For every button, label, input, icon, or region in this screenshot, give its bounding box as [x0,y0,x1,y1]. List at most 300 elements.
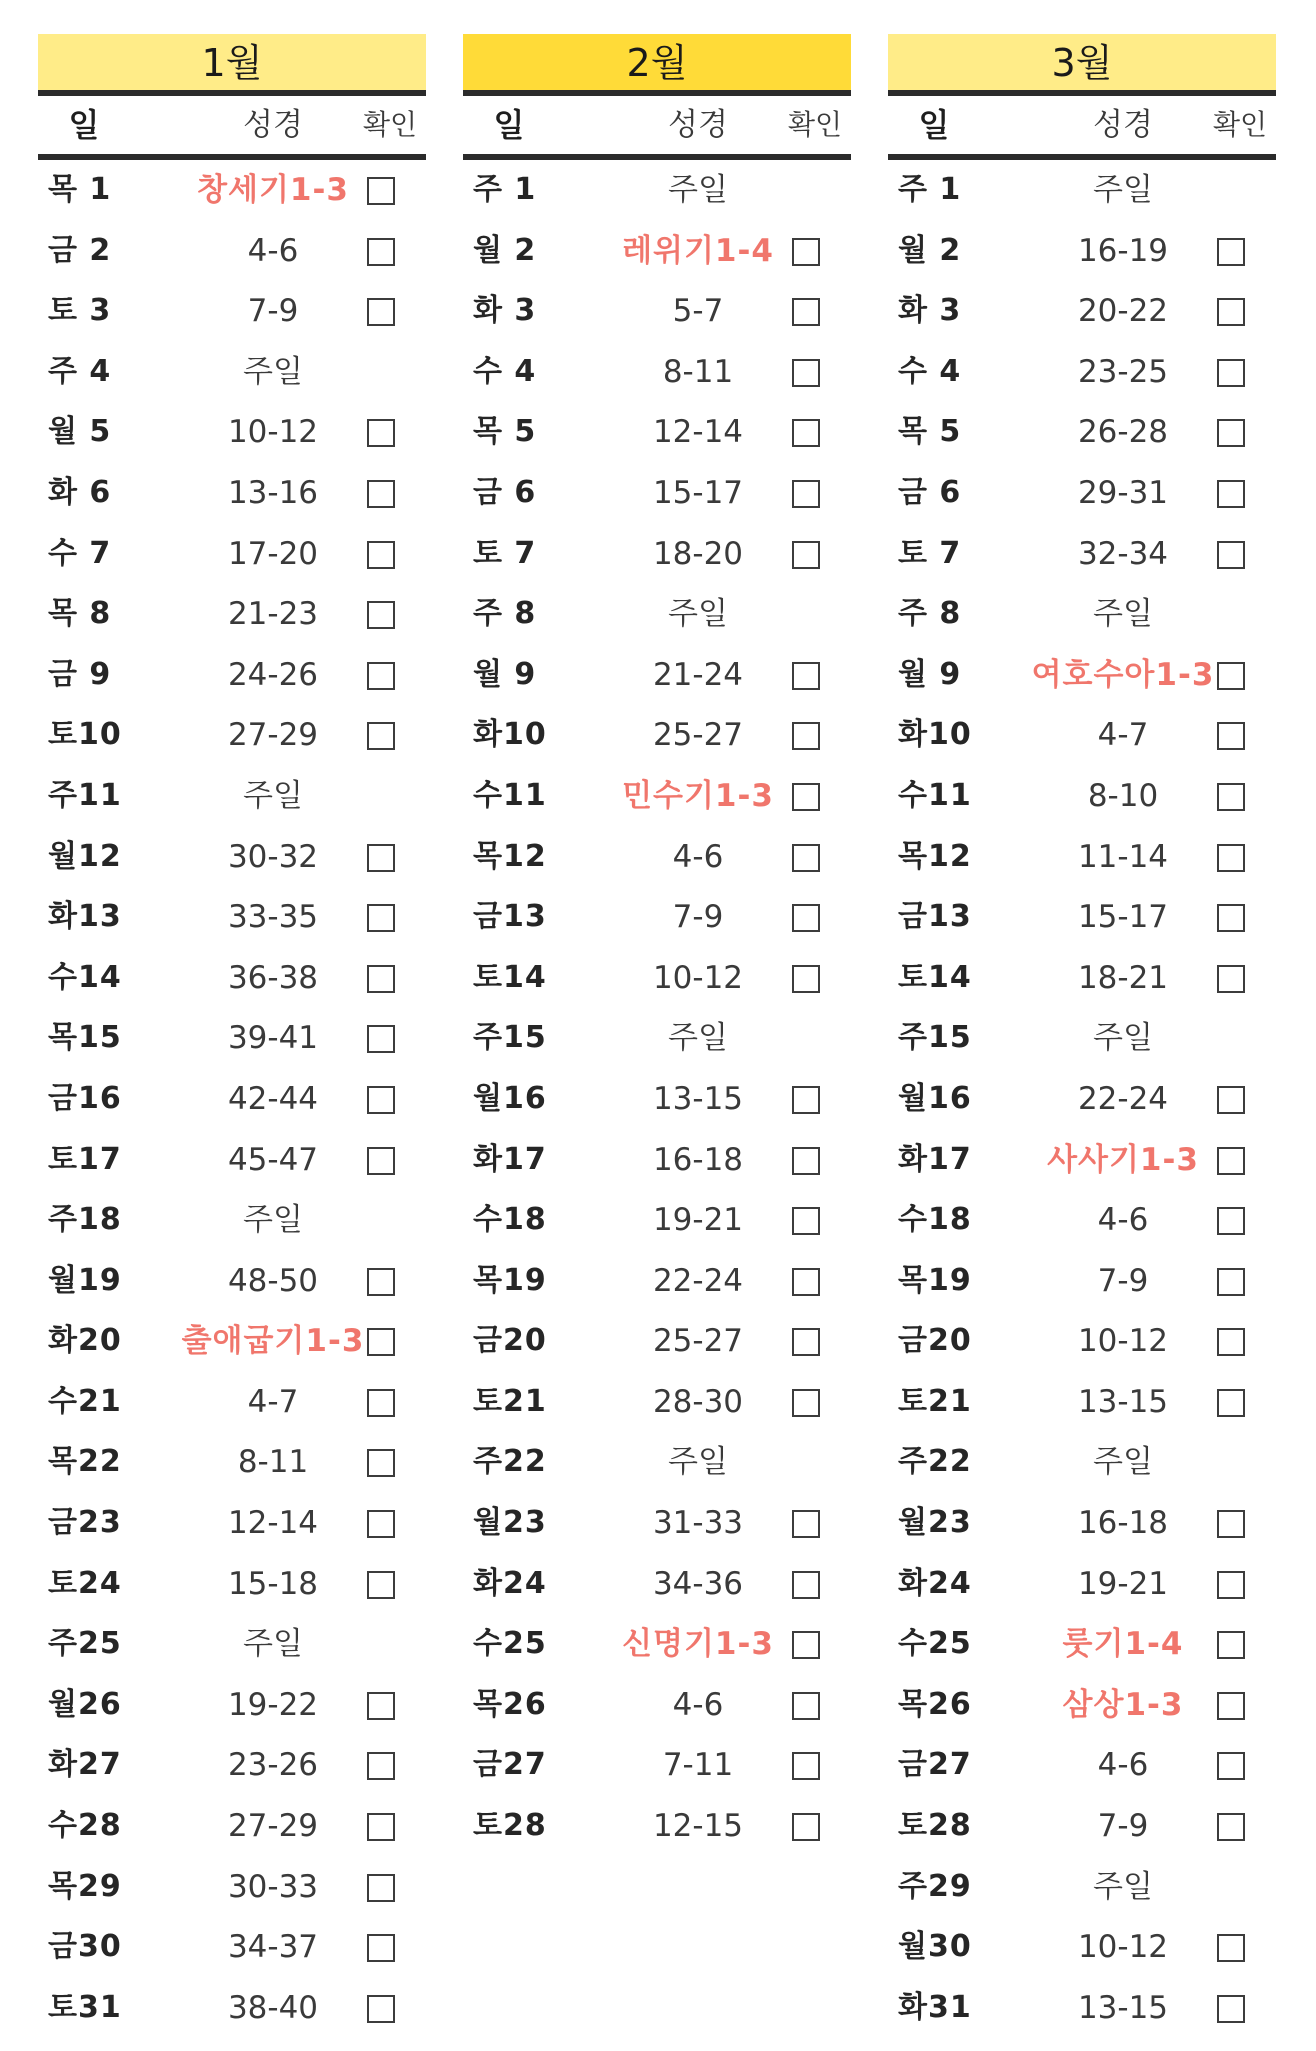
check-box[interactable] [1217,1086,1245,1114]
day-label: 주22 [898,1444,972,1480]
reading-row [38,1796,426,1857]
check-box[interactable] [367,844,395,872]
day-label: 목 5 [473,414,537,450]
day-label: 수21 [48,1383,122,1419]
book-start-reading: 사사기1-3 [1047,1141,1199,1178]
day-label: 목19 [898,1262,972,1298]
reading-row [463,887,851,948]
check-box[interactable] [367,1147,395,1175]
reading-range: 15-18 [227,1565,319,1602]
check-box[interactable] [792,1328,820,1356]
book-start-reading: 창세기1-3 [197,172,349,208]
check-box[interactable] [367,722,395,750]
reading-row [38,160,426,221]
day-label: 화27 [48,1747,122,1783]
check-box[interactable] [367,1813,395,1841]
check-box[interactable] [1217,1571,1245,1599]
reading-row [888,1432,1276,1493]
day-label: 수25 [898,1626,972,1662]
check-box[interactable] [792,1752,820,1780]
day-label: 토21 [898,1383,972,1419]
day-label: 수11 [898,777,972,813]
reading-range: 4-6 [672,838,724,875]
check-box[interactable] [1217,722,1245,750]
reading-row [888,402,1276,463]
reading-range: 13-15 [1077,1989,1169,2026]
reading-row [38,1554,426,1615]
reading-row [888,1130,1276,1191]
day-label: 목 8 [48,596,112,632]
reading-range: 15-17 [652,474,744,511]
reading-row [888,1978,1276,2039]
reading-range: 20-22 [1077,293,1169,330]
reading-range: 26-28 [1077,414,1169,451]
day-label: 목29 [48,1868,122,1904]
check-box[interactable] [792,1692,820,1720]
check-box[interactable] [792,965,820,993]
column-header [463,96,851,160]
check-box[interactable] [1217,1995,1245,2023]
check-box[interactable] [792,904,820,932]
day-label: 토14 [898,959,972,995]
reading-row [463,342,851,403]
check-box[interactable] [367,1449,395,1477]
reading-range: 19-22 [227,1686,319,1723]
day-label: 금16 [48,1080,122,1116]
check-box[interactable] [367,238,395,266]
reading-range: 주일 [243,1626,303,1663]
reading-range: 7-9 [1097,1262,1149,1299]
day-label: 금23 [48,1505,122,1541]
reading-range: 4-7 [247,1383,299,1420]
day-label: 주15 [473,1020,547,1056]
reading-row [38,1857,426,1918]
reading-range: 27-29 [227,1808,319,1845]
reading-row [888,1796,1276,1857]
reading-row [463,524,851,585]
day-label: 목12 [473,838,547,874]
check-box[interactable] [367,904,395,932]
reading-row [463,1069,851,1130]
book-start-reading: 룻기1-4 [1062,1626,1184,1663]
reading-row [463,1614,851,1675]
reading-range: 22-24 [1077,1080,1169,1117]
check-box[interactable] [792,1631,820,1659]
reading-range: 주일 [1093,172,1153,208]
check-box[interactable] [1217,1631,1245,1659]
day-label: 주18 [48,1202,122,1238]
reading-row [38,1069,426,1130]
check-box[interactable] [1217,359,1245,387]
reading-row [463,1190,851,1251]
reading-row [38,524,426,585]
check-box[interactable] [367,298,395,326]
reading-range: 30-32 [227,838,319,875]
reading-row [463,281,851,342]
check-box[interactable] [367,1995,395,2023]
reading-range: 8-11 [237,1444,309,1481]
day-label: 월 5 [48,414,112,450]
day-label: 화 3 [898,293,962,329]
header-check: 확인 [1212,108,1268,141]
reading-range: 주일 [668,1444,728,1481]
reading-row [463,948,851,1009]
reading-range: 25-27 [652,717,744,754]
reading-row [463,221,851,282]
reading-row [888,645,1276,706]
reading-range: 주일 [668,596,728,633]
check-box[interactable] [1217,298,1245,326]
reading-row [38,948,426,1009]
check-box[interactable] [367,419,395,447]
reading-range: 39-41 [227,1020,319,1057]
check-box[interactable] [792,541,820,569]
reading-range: 주일 [1093,1868,1153,1905]
day-label: 금 6 [898,474,962,510]
reading-row [463,1130,851,1191]
day-label: 월 9 [473,656,537,692]
check-box[interactable] [367,1086,395,1114]
day-label: 목15 [48,1020,122,1056]
day-label: 토17 [48,1141,122,1177]
reading-row [888,948,1276,1009]
reading-range: 10-12 [1077,1929,1169,1966]
header-check: 확인 [362,108,418,141]
reading-range: 7-9 [672,899,724,936]
reading-range: 23-26 [227,1747,319,1784]
day-label: 금13 [898,899,972,935]
reading-range: 16-18 [1077,1505,1169,1542]
check-box[interactable] [792,1147,820,1175]
reading-range: 주일 [243,353,303,390]
day-label: 수18 [473,1202,547,1238]
reading-row [463,1432,851,1493]
reading-rows [888,160,1276,2038]
check-box[interactable] [792,662,820,690]
month-column-january [38,34,426,2038]
reading-row [38,1311,426,1372]
reading-range: 7-9 [247,293,299,330]
reading-range: 7-9 [1097,1808,1149,1845]
check-box[interactable] [792,844,820,872]
day-label: 월12 [48,838,122,874]
reading-row [38,1372,426,1433]
reading-range: 23-25 [1077,353,1169,390]
column-header [888,96,1276,160]
check-box[interactable] [1217,844,1245,872]
month-column-march [888,34,1276,2038]
day-label: 토21 [473,1383,547,1419]
reading-row [38,827,426,888]
check-box[interactable] [367,1389,395,1417]
check-box[interactable] [1217,1692,1245,1720]
reading-row [888,1372,1276,1433]
check-box[interactable] [792,238,820,266]
check-box[interactable] [367,480,395,508]
day-label: 화10 [898,717,972,753]
reading-row [888,1675,1276,1736]
day-label: 금13 [473,899,547,935]
day-label: 주 8 [898,596,962,632]
reading-row [888,887,1276,948]
reading-range: 19-21 [1077,1565,1169,1602]
day-label: 토24 [48,1565,122,1601]
day-label: 토28 [898,1808,972,1844]
reading-row [888,1251,1276,1312]
reading-row [38,463,426,524]
reading-row [38,1130,426,1191]
day-label: 주25 [48,1626,122,1662]
header-check: 확인 [787,108,843,141]
day-label: 월26 [48,1686,122,1722]
day-label: 월 9 [898,656,962,692]
check-box[interactable] [792,1813,820,1841]
reading-row [38,402,426,463]
day-label: 월23 [898,1505,972,1541]
reading-range: 16-19 [1077,232,1169,269]
reading-row [463,645,851,706]
reading-row [888,1069,1276,1130]
reading-row [38,645,426,706]
reading-row [38,1493,426,1554]
reading-range: 12-14 [227,1505,319,1542]
check-box[interactable] [792,722,820,750]
day-label: 수14 [48,959,122,995]
day-label: 화24 [898,1565,972,1601]
check-box[interactable] [792,783,820,811]
reading-range: 13-15 [1077,1383,1169,1420]
day-label: 화 6 [48,474,112,510]
reading-range: 10-12 [652,959,744,996]
reading-row [463,1008,851,1069]
reading-row [888,584,1276,645]
check-box[interactable] [792,1086,820,1114]
reading-row [38,221,426,282]
check-box[interactable] [367,1268,395,1296]
reading-range: 주일 [1093,596,1153,633]
check-box[interactable] [1217,1207,1245,1235]
reading-range: 33-35 [227,899,319,936]
reading-row [888,766,1276,827]
day-label: 월19 [48,1262,122,1298]
reading-range: 45-47 [227,1141,319,1178]
reading-range: 13-16 [227,474,319,511]
check-box[interactable] [1217,965,1245,993]
check-box[interactable] [1217,1328,1245,1356]
reading-row [38,1190,426,1251]
day-label: 금27 [473,1747,547,1783]
check-box[interactable] [792,1268,820,1296]
reading-row [38,342,426,403]
reading-range: 31-33 [652,1505,744,1542]
reading-range: 28-30 [652,1383,744,1420]
check-box[interactable] [792,419,820,447]
check-box[interactable] [792,298,820,326]
reading-rows [463,160,851,1857]
reading-row [463,1311,851,1372]
day-label: 토 7 [473,535,537,571]
reading-row [38,584,426,645]
check-box[interactable] [1217,1268,1245,1296]
reading-row [38,887,426,948]
reading-row [38,1735,426,1796]
day-label: 화17 [898,1141,972,1177]
check-box[interactable] [367,1328,395,1356]
day-label: 월30 [898,1929,972,1965]
reading-range: 17-20 [227,535,319,572]
check-box[interactable] [367,601,395,629]
day-label: 금20 [898,1323,972,1359]
book-start-reading: 삼상1-3 [1062,1686,1184,1723]
reading-row [38,766,426,827]
reading-range: 30-33 [227,1868,319,1905]
reading-range: 27-29 [227,717,319,754]
reading-range: 7-11 [662,1747,734,1784]
reading-range: 34-36 [652,1565,744,1602]
header-day: 일 [493,106,525,144]
reading-range: 8-10 [1087,777,1159,814]
check-box[interactable] [367,541,395,569]
check-box[interactable] [367,1874,395,1902]
reading-row [888,1190,1276,1251]
book-start-reading: 신명기1-3 [622,1626,774,1663]
check-box[interactable] [1217,783,1245,811]
reading-range: 21-24 [652,656,744,693]
day-label: 금20 [473,1323,547,1359]
day-label: 주29 [898,1868,972,1904]
day-label: 주15 [898,1020,972,1056]
day-label: 토 3 [48,293,112,329]
day-label: 주11 [48,777,122,813]
day-label: 월23 [473,1505,547,1541]
day-label: 수11 [473,777,547,813]
check-box[interactable] [367,662,395,690]
reading-row [38,1251,426,1312]
check-box[interactable] [367,1571,395,1599]
check-box[interactable] [1217,1389,1245,1417]
reading-row [38,705,426,766]
column-header [38,96,426,160]
reading-row [888,524,1276,585]
reading-row [888,1614,1276,1675]
reading-row [463,160,851,221]
reading-range: 12-14 [652,414,744,451]
reading-range: 주일 [1093,1020,1153,1057]
reading-rows [38,160,426,2038]
check-box[interactable] [367,1752,395,1780]
check-box[interactable] [1217,1934,1245,1962]
check-box[interactable] [367,177,395,205]
reading-range: 11-14 [1077,838,1169,875]
day-label: 금 9 [48,656,112,692]
reading-range: 38-40 [227,1989,319,2026]
reading-row [38,1917,426,1978]
day-label: 주 4 [48,353,112,389]
check-box[interactable] [792,359,820,387]
check-box[interactable] [367,965,395,993]
check-box[interactable] [1217,1510,1245,1538]
day-label: 금27 [898,1747,972,1783]
reading-range: 48-50 [227,1262,319,1299]
check-box[interactable] [1217,904,1245,932]
reading-row [463,1796,851,1857]
check-box[interactable] [792,1571,820,1599]
check-box[interactable] [792,1510,820,1538]
check-box[interactable] [1217,1752,1245,1780]
check-box[interactable] [367,1934,395,1962]
check-box[interactable] [1217,419,1245,447]
check-box[interactable] [792,1389,820,1417]
reading-row [38,1008,426,1069]
check-box[interactable] [1217,541,1245,569]
month-title: 3월 [888,34,1276,96]
day-label: 토31 [48,1989,122,2025]
reading-row [463,1735,851,1796]
book-start-reading: 레위기1-4 [622,232,774,269]
reading-range: 21-23 [227,596,319,633]
reading-range: 34-37 [227,1929,319,1966]
day-label: 토10 [48,717,122,753]
check-box[interactable] [1217,238,1245,266]
reading-range: 주일 [668,1020,728,1057]
check-box[interactable] [1217,662,1245,690]
reading-range: 19-21 [652,1202,744,1239]
day-label: 목 5 [898,414,962,450]
reading-range: 4-6 [247,232,299,269]
reading-row [888,160,1276,221]
day-label: 수 7 [48,535,112,571]
reading-range: 25-27 [652,1323,744,1360]
check-box[interactable] [367,1692,395,1720]
day-label: 목26 [898,1686,972,1722]
reading-range: 주일 [668,172,728,208]
day-label: 화10 [473,717,547,753]
header-day: 일 [918,106,950,144]
check-box[interactable] [367,1025,395,1053]
reading-row [38,1614,426,1675]
reading-range: 4-6 [672,1686,724,1723]
reading-range: 15-17 [1077,899,1169,936]
month-column-february [463,34,851,1857]
reading-range: 주일 [1093,1444,1153,1481]
check-box[interactable] [1217,1813,1245,1841]
reading-row [463,463,851,524]
check-box[interactable] [792,480,820,508]
reading-row [463,1251,851,1312]
day-label: 수18 [898,1202,972,1238]
day-label: 화20 [48,1323,122,1359]
reading-range: 22-24 [652,1262,744,1299]
check-box[interactable] [367,1510,395,1538]
check-box[interactable] [1217,1147,1245,1175]
reading-row [38,1978,426,2039]
day-label: 목19 [473,1262,547,1298]
day-label: 금 2 [48,232,112,268]
reading-range: 주일 [243,777,303,814]
reading-range: 4-7 [1097,717,1149,754]
reading-row [888,342,1276,403]
day-label: 목22 [48,1444,122,1480]
day-label: 월 2 [473,232,537,268]
day-label: 목 1 [48,172,112,207]
book-start-reading: 여호수아1-3 [1031,656,1215,693]
day-label: 월16 [898,1080,972,1116]
day-label: 주 8 [473,596,537,632]
day-label: 목26 [473,1686,547,1722]
check-box[interactable] [1217,480,1245,508]
reading-row [888,705,1276,766]
check-box[interactable] [792,1207,820,1235]
